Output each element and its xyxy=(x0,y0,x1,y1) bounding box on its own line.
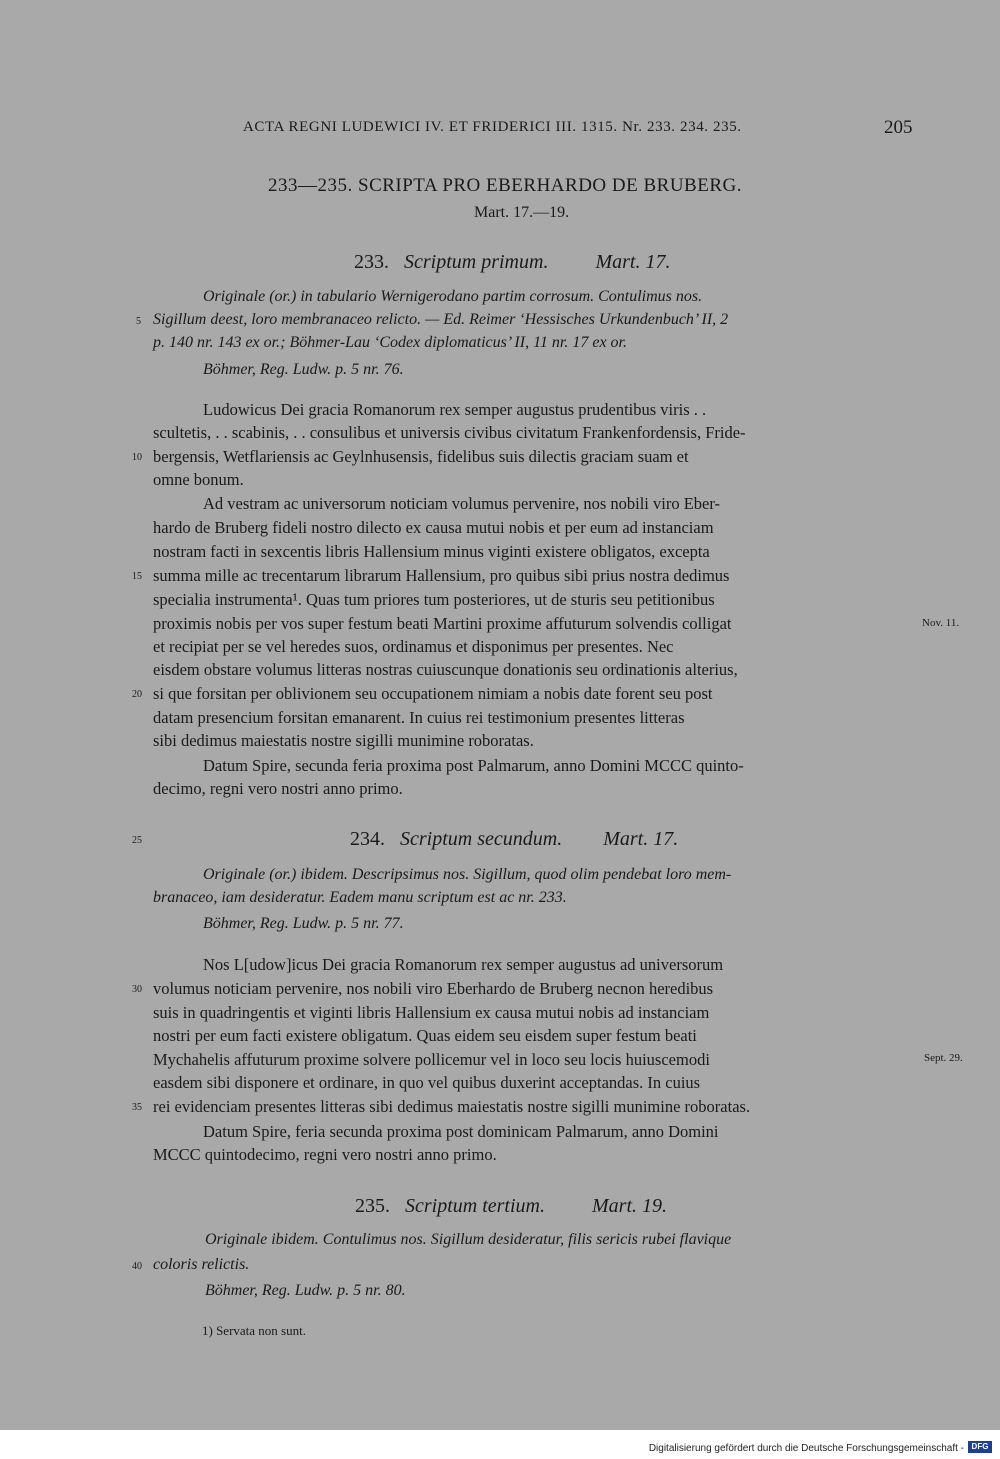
doc233-source-line: Sigillum deest, loro membranaceo relicto. — Ed. Reimer ‘Hessisches Urkundenbuch’ II, 2 xyxy=(153,311,729,328)
section-date-range: Mart. 17.—19. xyxy=(474,204,570,221)
footnote: 1) Servata non sunt. xyxy=(202,1323,306,1338)
line-number: 40 xyxy=(132,1261,142,1272)
doc234-heading xyxy=(350,828,678,851)
doc233-text-line: Ludowicus Dei gracia Romanorum rex semper augustus prudentibus viris . . xyxy=(203,400,707,419)
running-title: ACTA REGNI LUDEWICI IV. ET FRIDERICI III. 1315. Nr. 233. 234. 235. xyxy=(243,119,742,135)
doc233-text-line: omne bonum. xyxy=(153,470,244,489)
doc233-text-line: et recipiat per se vel heredes suos, ordinamus et disponimus per presentes. Nec xyxy=(153,637,674,656)
doc233-text-line: nostram facti in sexcentis libris Hallensium minus viginti existere obligatos, excepta xyxy=(153,542,710,561)
doc235-source-line: Originale ibidem. Contulimus nos. Sigillum desideratur, filis sericis rubei flavique xyxy=(205,1231,732,1248)
doc233-text-line: si que forsitan per oblivionem seu occupationem nimiam a nobis date forent seu post xyxy=(153,684,713,703)
doc234-text-line: easdem sibi disponere et ordinare, in quo vel quibus duxerint acceptandas. In cuius xyxy=(153,1073,701,1092)
doc234-number: 234. xyxy=(350,828,385,850)
doc234-text-line: Mychahelis affuturum proxime solvere pollicemur vel in loco seu locis huiuscemodi xyxy=(153,1050,710,1069)
line-number: 20 xyxy=(132,689,142,700)
doc234-text-line: Datum Spire, feria secunda proxima post dominicam Palmarum, anno Domini xyxy=(203,1122,719,1141)
doc234-text-line: Nos L[udow]icus Dei gracia Romanorum rex semper augustus ad universorum xyxy=(203,955,724,974)
doc234-text-line: suis in quadringentis et viginti libris Hallensium ex causa mutui nobis ad instanciam xyxy=(153,1003,710,1022)
doc233-text-line: eisdem obstare volumus litteras nostras cuiuscunque donationis seu ordinationis alterius, xyxy=(153,660,738,679)
page-number: 205 xyxy=(884,117,913,138)
doc233-text-line: Datum Spire, secunda feria proxima post Palmarum, anno Domini MCCC quinto- xyxy=(203,756,744,775)
line-number: 25 xyxy=(132,835,142,846)
doc233-text-line: decimo, regni vero nostri anno primo. xyxy=(153,779,403,798)
section-title: 233—235. SCRIPTA PRO EBERHARDO DE BRUBERG. xyxy=(268,175,742,196)
doc235-number: 235. xyxy=(355,1195,390,1217)
doc233-source-line: Originale (or.) in tabulario Wernigerodano partim corrosum. Contulimus nos. xyxy=(203,288,703,305)
doc234-text-line: volumus noticiam pervenire, nos nobili viro Eberhardo de Bruberg necnon heredibus xyxy=(153,979,714,998)
doc233-text-line: Ad vestram ac universorum noticiam volumus pervenire, nos nobili viro Eber- xyxy=(203,494,721,513)
line-number: 5 xyxy=(136,316,141,327)
line-number: 35 xyxy=(132,1102,142,1113)
doc235-source-line: Böhmer, Reg. Ludw. p. 5 nr. 80. xyxy=(205,1282,406,1299)
line-number: 15 xyxy=(132,571,142,582)
doc234-title: Scriptum secundum. xyxy=(400,828,563,850)
doc233-title: Scriptum primum. xyxy=(404,251,549,273)
doc234-source-line: Böhmer, Reg. Ludw. p. 5 nr. 77. xyxy=(203,915,404,932)
line-number: 10 xyxy=(132,452,142,463)
digitization-footer xyxy=(0,1430,1000,1459)
doc234-margin-note: Sept. 29. xyxy=(924,1052,963,1064)
doc235-heading xyxy=(355,1195,667,1218)
doc234-date: Mart. 17. xyxy=(603,828,679,850)
doc233-text-line: datam presencium forsitan emanarent. In cuius rei testimonium presentes litteras xyxy=(153,708,685,727)
doc235-date: Mart. 19. xyxy=(592,1195,667,1217)
doc234-text-line: rei evidenciam presentes litteras sibi dedimus maiestatis nostre sigilli munimine roboratas. xyxy=(153,1097,751,1116)
doc233-date: Mart. 17. xyxy=(595,251,671,273)
doc234-text-line: MCCC quintodecimo, regni vero nostri anno primo. xyxy=(153,1145,497,1164)
doc233-text-line: scultetis, . . scabinis, . . consulibus et universis civibus civitatum Frankenfordensis, Fride- xyxy=(153,423,746,442)
line-number: 30 xyxy=(132,984,142,995)
footer-credit: Digitalisierung gefördert durch die Deutsche Forschungsgemeinschaft - xyxy=(648,1443,964,1454)
doc234-source-line: Originale (or.) ibidem. Descripsimus nos. Sigillum, quod olim pendebat loro mem- xyxy=(203,866,732,883)
doc233-source-line: Böhmer, Reg. Ludw. p. 5 nr. 76. xyxy=(203,361,404,378)
doc234-source-line: branaceo, iam desideratur. Eadem manu scriptum est ac nr. 233. xyxy=(153,889,567,906)
doc235-title: Scriptum tertium. xyxy=(405,1195,545,1217)
doc233-text-line: specialia instrumenta¹. Quas tum priores tum posteriores, ut de sturis seu petitionibus xyxy=(153,590,715,609)
doc233-text-line: bergensis, Wetflariensis ac Geylnhusensis, fidelibus suis dilectis graciam suam et xyxy=(153,447,689,466)
doc233-heading xyxy=(354,251,670,274)
doc233-text-line: proximis nobis per vos super festum beati Martini proxime affuturum solvendis colligat xyxy=(153,614,732,633)
doc233-text-line: sibi dedimus maiestatis nostre sigilli munimine roboratas. xyxy=(153,731,534,750)
doc233-number: 233. xyxy=(354,251,389,273)
doc235-source-line: coloris relictis. xyxy=(153,1256,250,1273)
doc233-margin-note: Nov. 11. xyxy=(922,617,960,629)
doc233-source-line: p. 140 nr. 143 ex or.; Böhmer-Lau ‘Codex diplomaticus’ II, 11 nr. 17 ex or. xyxy=(153,334,627,351)
doc233-text-line: summa mille ac trecentarum librarum Hallensium, pro quibus sibi prius nostra dedimus xyxy=(153,566,730,585)
dfg-logo: DFG xyxy=(968,1441,992,1453)
doc233-text-line: hardo de Bruberg fideli nostro dilecto ex causa mutui nobis et per eum ad instanciam xyxy=(153,518,714,537)
doc234-text-line: nostri per eum facti existere obligatum. Quas eidem seu eisdem super festum beati xyxy=(153,1026,697,1045)
